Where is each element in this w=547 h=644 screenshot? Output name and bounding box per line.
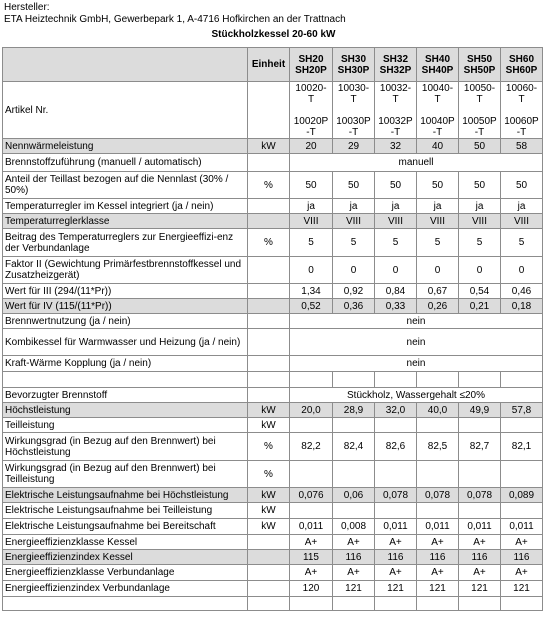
model-name-bottom: SH50P bbox=[463, 64, 496, 76]
data-row bbox=[3, 488, 543, 503]
row-value bbox=[290, 418, 333, 433]
row-label bbox=[3, 372, 248, 388]
row-value bbox=[417, 418, 459, 433]
header-blank-cell bbox=[3, 48, 248, 82]
row-value: 116 bbox=[417, 550, 459, 565]
row-label: Wert für III (294/(11*Pr)) bbox=[3, 284, 248, 299]
row-label: Temperaturregler im Kessel integriert (ja / nein) bbox=[3, 199, 248, 214]
row-unit: kW bbox=[248, 418, 290, 433]
row-unit bbox=[248, 356, 290, 372]
article-number-top: T bbox=[518, 93, 525, 105]
row-value: VIII bbox=[459, 214, 501, 229]
row-label: Temperaturreglerklasse bbox=[3, 214, 248, 229]
article-number-top: 10020- bbox=[295, 82, 327, 94]
row-unit bbox=[248, 372, 290, 388]
row-value: 0 bbox=[417, 257, 459, 284]
row-label: Wert für IV (115/(11*Pr)) bbox=[3, 299, 248, 314]
row-label: Brennstoffzuführung (manuell / automatisch) bbox=[3, 154, 248, 172]
data-row bbox=[3, 356, 543, 372]
article-number-bottom: -T bbox=[348, 126, 359, 138]
row-value bbox=[459, 503, 501, 519]
row-label: Energieeffizienzklasse Kessel bbox=[3, 535, 248, 550]
row-value bbox=[375, 597, 417, 611]
row-value: ja bbox=[333, 199, 375, 214]
row-value bbox=[501, 503, 543, 519]
data-row bbox=[3, 299, 543, 314]
row-value: A+ bbox=[290, 535, 333, 550]
row-value: VIII bbox=[375, 214, 417, 229]
spacer bbox=[377, 105, 414, 116]
row-value: 116 bbox=[375, 550, 417, 565]
row-value bbox=[417, 597, 459, 611]
row-value bbox=[333, 372, 375, 388]
row-unit bbox=[248, 314, 290, 329]
row-label: Wirkungsgrad (in Bezug auf den Brennwert) bei Höchstleistung bbox=[3, 433, 248, 461]
row-value bbox=[290, 461, 333, 488]
spacer bbox=[503, 105, 540, 116]
row-value-span: nein bbox=[290, 314, 543, 329]
article-number-top: T bbox=[434, 93, 441, 105]
row-value: A+ bbox=[375, 535, 417, 550]
row-unit bbox=[248, 388, 290, 403]
row-value bbox=[375, 461, 417, 488]
row-value bbox=[459, 461, 501, 488]
row-value: 120 bbox=[290, 581, 333, 597]
empty-row bbox=[3, 372, 543, 388]
row-value: 0,33 bbox=[375, 299, 417, 314]
model-name-bottom: SH60P bbox=[505, 64, 538, 76]
row-value: 82,6 bbox=[375, 433, 417, 461]
row-value bbox=[501, 418, 543, 433]
row-value: 116 bbox=[333, 550, 375, 565]
model-header-cell bbox=[501, 48, 543, 82]
model-name-bottom: SH32P bbox=[379, 64, 412, 76]
row-value: A+ bbox=[501, 535, 543, 550]
model-header-cell bbox=[333, 48, 375, 82]
row-value: ja bbox=[501, 199, 543, 214]
row-label: Elektrische Leistungsaufnahme bei Teilleistung bbox=[3, 503, 248, 519]
data-row bbox=[3, 229, 543, 257]
row-value: 50 bbox=[417, 172, 459, 199]
row-value: 82,7 bbox=[459, 433, 501, 461]
article-cell bbox=[333, 82, 375, 139]
row-value: 121 bbox=[375, 581, 417, 597]
data-row bbox=[3, 581, 543, 597]
row-value: 0,089 bbox=[501, 488, 543, 503]
row-value: 40 bbox=[417, 139, 459, 154]
article-number-top: T bbox=[476, 93, 483, 105]
data-row bbox=[3, 403, 543, 418]
row-value: A+ bbox=[459, 565, 501, 581]
data-row bbox=[3, 550, 543, 565]
row-label: Faktor II (Gewichtung Primärfestbrennstoffkessel und Zusatzheizgerät) bbox=[3, 257, 248, 284]
row-value: 0,67 bbox=[417, 284, 459, 299]
article-number-bottom: 10030P bbox=[336, 115, 371, 127]
article-cell bbox=[501, 82, 543, 139]
row-value: 20,0 bbox=[290, 403, 333, 418]
row-label: Elektrische Leistungsaufnahme bei Bereitschaft bbox=[3, 519, 248, 535]
data-row bbox=[3, 388, 543, 403]
row-value: 121 bbox=[501, 581, 543, 597]
row-value: 121 bbox=[333, 581, 375, 597]
article-cell bbox=[290, 82, 333, 139]
row-value: 20 bbox=[290, 139, 333, 154]
row-label: Höchstleistung bbox=[3, 403, 248, 418]
article-number-top: 10030- bbox=[337, 82, 370, 94]
row-value: 0 bbox=[501, 257, 543, 284]
article-number-bottom: 10032P bbox=[378, 115, 413, 127]
row-value bbox=[333, 461, 375, 488]
row-value: A+ bbox=[375, 565, 417, 581]
row-value: 32 bbox=[375, 139, 417, 154]
row-unit bbox=[248, 597, 290, 611]
row-value bbox=[333, 597, 375, 611]
spacer bbox=[292, 105, 330, 116]
data-row bbox=[3, 461, 543, 488]
model-name-top: SH40 bbox=[424, 53, 450, 65]
model-name-top: SH30 bbox=[340, 53, 366, 65]
row-value: 0,011 bbox=[375, 519, 417, 535]
data-row bbox=[3, 314, 543, 329]
row-label: Kraft-Wärme Kopplung (ja / nein) bbox=[3, 356, 248, 372]
row-value: 116 bbox=[459, 550, 501, 565]
row-value: 5 bbox=[417, 229, 459, 257]
data-row bbox=[3, 503, 543, 519]
data-row bbox=[3, 257, 543, 284]
row-value bbox=[333, 503, 375, 519]
row-value bbox=[333, 418, 375, 433]
row-value bbox=[417, 372, 459, 388]
row-value: 5 bbox=[459, 229, 501, 257]
row-value: 0,18 bbox=[501, 299, 543, 314]
data-row bbox=[3, 433, 543, 461]
model-header-row bbox=[3, 48, 543, 82]
model-header-cell bbox=[290, 48, 333, 82]
document-title: Stückholzkessel 20-60 kW bbox=[211, 29, 336, 40]
manufacturer-label: Hersteller: bbox=[4, 2, 50, 13]
row-unit: kW bbox=[248, 139, 290, 154]
row-value: 29 bbox=[333, 139, 375, 154]
article-number-bottom: 10020P bbox=[293, 115, 329, 127]
row-value bbox=[417, 461, 459, 488]
row-value bbox=[417, 503, 459, 519]
row-value bbox=[459, 597, 501, 611]
model-header-cell bbox=[375, 48, 417, 82]
spacer bbox=[461, 105, 498, 116]
row-label: Bevorzugter Brennstoff bbox=[3, 388, 248, 403]
model-name-top: SH60 bbox=[508, 53, 534, 65]
row-unit bbox=[248, 257, 290, 284]
data-row bbox=[3, 199, 543, 214]
row-unit bbox=[248, 565, 290, 581]
unit-header: Einheit bbox=[248, 48, 290, 82]
row-unit bbox=[248, 550, 290, 565]
article-number-bottom: 10040P bbox=[420, 115, 455, 127]
row-value: ja bbox=[290, 199, 333, 214]
row-value: 0,26 bbox=[417, 299, 459, 314]
article-number-top: T bbox=[350, 93, 357, 105]
row-value: 0,078 bbox=[375, 488, 417, 503]
row-value: 121 bbox=[459, 581, 501, 597]
row-unit: kW bbox=[248, 503, 290, 519]
row-value bbox=[290, 597, 333, 611]
article-number-bottom: 10060P bbox=[504, 115, 539, 127]
article-number-bottom: -T bbox=[516, 126, 527, 138]
row-unit bbox=[248, 299, 290, 314]
row-value bbox=[459, 372, 501, 388]
row-value-span: manuell bbox=[290, 154, 543, 172]
row-unit: kW bbox=[248, 403, 290, 418]
row-value: 121 bbox=[417, 581, 459, 597]
article-number-top: 10050- bbox=[463, 82, 496, 94]
article-cell bbox=[417, 82, 459, 139]
row-value: 49,9 bbox=[459, 403, 501, 418]
row-value: 82,1 bbox=[501, 433, 543, 461]
row-label: Anteil der Teillast bezogen auf die Nennlast (30% / 50%) bbox=[3, 172, 248, 199]
row-value-span: nein bbox=[290, 356, 543, 372]
model-header-cell bbox=[459, 48, 501, 82]
row-value: A+ bbox=[290, 565, 333, 581]
article-number-bottom: -T bbox=[474, 126, 485, 138]
row-value: 50 bbox=[501, 172, 543, 199]
row-value: VIII bbox=[501, 214, 543, 229]
article-label: Artikel Nr. bbox=[3, 82, 248, 139]
row-value bbox=[501, 372, 543, 388]
row-value: ja bbox=[459, 199, 501, 214]
article-unit-cell bbox=[248, 82, 290, 139]
data-row bbox=[3, 565, 543, 581]
row-unit: kW bbox=[248, 519, 290, 535]
row-unit bbox=[248, 199, 290, 214]
row-label: Nennwärmeleistung bbox=[3, 139, 248, 154]
row-label bbox=[3, 597, 248, 611]
article-number-bottom: -T bbox=[306, 126, 316, 138]
model-name-bottom: SH40P bbox=[421, 64, 454, 76]
row-value bbox=[290, 503, 333, 519]
row-unit bbox=[248, 284, 290, 299]
row-unit: % bbox=[248, 461, 290, 488]
row-value: 0,011 bbox=[459, 519, 501, 535]
row-value: 5 bbox=[333, 229, 375, 257]
row-value: 0 bbox=[333, 257, 375, 284]
article-number-top: 10040- bbox=[421, 82, 454, 94]
row-value bbox=[501, 461, 543, 488]
row-unit: % bbox=[248, 172, 290, 199]
row-unit: % bbox=[248, 229, 290, 257]
row-value: 0,46 bbox=[501, 284, 543, 299]
row-value: 0,84 bbox=[375, 284, 417, 299]
row-label: Energieeffizienzklasse Verbundanlage bbox=[3, 565, 248, 581]
row-value: 0,011 bbox=[501, 519, 543, 535]
row-value: 50 bbox=[459, 139, 501, 154]
row-value: 0,011 bbox=[417, 519, 459, 535]
data-row bbox=[3, 214, 543, 229]
data-row bbox=[3, 154, 543, 172]
manufacturer-address: ETA Heiztechnik GmbH, Gewerbepark 1, A-4716 Hofkirchen an der Trattnach bbox=[4, 14, 346, 25]
row-value: 0,21 bbox=[459, 299, 501, 314]
row-value: 116 bbox=[501, 550, 543, 565]
row-value: 50 bbox=[459, 172, 501, 199]
article-number-top: 10032- bbox=[379, 82, 412, 94]
row-value: 0,92 bbox=[333, 284, 375, 299]
row-value: 5 bbox=[501, 229, 543, 257]
row-value: A+ bbox=[417, 535, 459, 550]
row-value: 115 bbox=[290, 550, 333, 565]
article-number-bottom: -T bbox=[390, 126, 401, 138]
row-label: Elektrische Leistungsaufnahme bei Höchstleistung bbox=[3, 488, 248, 503]
row-value: A+ bbox=[333, 535, 375, 550]
row-unit bbox=[248, 154, 290, 172]
row-value: A+ bbox=[459, 535, 501, 550]
row-value: 82,5 bbox=[417, 433, 459, 461]
spacer bbox=[335, 105, 372, 116]
row-label: Wirkungsgrad (in Bezug auf den Brennwert) bei Teilleistung bbox=[3, 461, 248, 488]
row-value: 58 bbox=[501, 139, 543, 154]
article-number-bottom: -T bbox=[432, 126, 443, 138]
row-value bbox=[290, 372, 333, 388]
article-number-bottom: 10050P bbox=[462, 115, 497, 127]
row-value: 0 bbox=[459, 257, 501, 284]
model-name-bottom: SH20P bbox=[295, 64, 327, 76]
data-row bbox=[3, 519, 543, 535]
row-value: 0 bbox=[290, 257, 333, 284]
row-value: ja bbox=[375, 199, 417, 214]
row-unit bbox=[248, 329, 290, 356]
row-unit: kW bbox=[248, 488, 290, 503]
data-row bbox=[3, 418, 543, 433]
row-value: 5 bbox=[290, 229, 333, 257]
row-value: A+ bbox=[417, 565, 459, 581]
data-row bbox=[3, 329, 543, 356]
row-value bbox=[375, 372, 417, 388]
article-cell bbox=[375, 82, 417, 139]
row-unit: % bbox=[248, 433, 290, 461]
row-value: 50 bbox=[375, 172, 417, 199]
row-value: 28,9 bbox=[333, 403, 375, 418]
data-row bbox=[3, 139, 543, 154]
row-value-span: nein bbox=[290, 329, 543, 356]
row-label: Beitrag des Temperaturreglers zur Energieeffizi-enz der Verbundanlage bbox=[3, 229, 248, 257]
row-value: 0,008 bbox=[333, 519, 375, 535]
row-value: 0,36 bbox=[333, 299, 375, 314]
row-value: 5 bbox=[375, 229, 417, 257]
model-name-top: SH20 bbox=[298, 53, 324, 65]
row-value: 0,078 bbox=[417, 488, 459, 503]
row-value: 0,54 bbox=[459, 284, 501, 299]
row-value: 50 bbox=[290, 172, 333, 199]
row-value: 50 bbox=[333, 172, 375, 199]
row-value bbox=[501, 597, 543, 611]
article-cell bbox=[459, 82, 501, 139]
row-value: 0,078 bbox=[459, 488, 501, 503]
model-name-top: SH32 bbox=[382, 53, 408, 65]
data-row bbox=[3, 535, 543, 550]
model-header-cell bbox=[417, 48, 459, 82]
article-number-top: 10060- bbox=[505, 82, 538, 94]
row-value: VIII bbox=[333, 214, 375, 229]
empty-row bbox=[3, 597, 543, 611]
model-name-bottom: SH30P bbox=[337, 64, 370, 76]
row-value bbox=[459, 418, 501, 433]
data-row bbox=[3, 172, 543, 199]
row-value: 0,011 bbox=[290, 519, 333, 535]
article-number-top: T bbox=[392, 93, 399, 105]
row-value: 32,0 bbox=[375, 403, 417, 418]
row-value: 0 bbox=[375, 257, 417, 284]
row-unit bbox=[248, 535, 290, 550]
row-label: Kombikessel für Warmwasser und Heizung (ja / nein) bbox=[3, 329, 248, 356]
article-row bbox=[3, 82, 543, 139]
row-value bbox=[375, 503, 417, 519]
row-unit bbox=[248, 581, 290, 597]
data-row bbox=[3, 284, 543, 299]
row-label: Teilleistung bbox=[3, 418, 248, 433]
row-value: A+ bbox=[333, 565, 375, 581]
row-value: 1,34 bbox=[290, 284, 333, 299]
row-value: 57,8 bbox=[501, 403, 543, 418]
spec-table bbox=[2, 47, 543, 611]
row-value: 0,06 bbox=[333, 488, 375, 503]
row-value: VIII bbox=[290, 214, 333, 229]
article-number-top: T bbox=[307, 93, 315, 105]
row-value: 40,0 bbox=[417, 403, 459, 418]
row-value-span: Stückholz, Wassergehalt ≤20% bbox=[290, 388, 543, 403]
row-value: 82,2 bbox=[290, 433, 333, 461]
row-value: A+ bbox=[501, 565, 543, 581]
row-label: Energieeffizienzindex Kessel bbox=[3, 550, 248, 565]
row-value: ja bbox=[417, 199, 459, 214]
row-unit bbox=[248, 214, 290, 229]
row-value: 0,52 bbox=[290, 299, 333, 314]
row-value: 0,076 bbox=[290, 488, 333, 503]
row-label: Energieeffizienzindex Verbundanlage bbox=[3, 581, 248, 597]
row-value bbox=[375, 418, 417, 433]
spacer bbox=[419, 105, 456, 116]
row-value: 82,4 bbox=[333, 433, 375, 461]
model-name-top: SH50 bbox=[466, 53, 492, 65]
row-label: Brennwertnutzung (ja / nein) bbox=[3, 314, 248, 329]
row-value: VIII bbox=[417, 214, 459, 229]
